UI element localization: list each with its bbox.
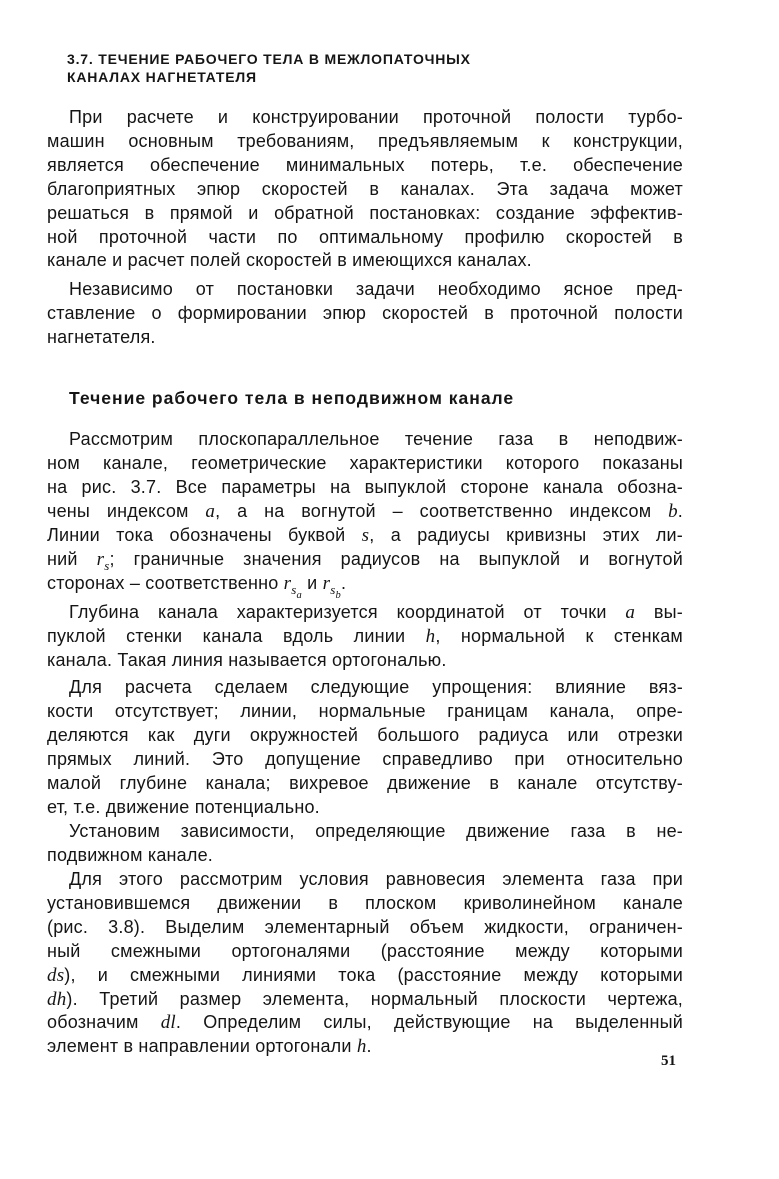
text-line: на рис. 3.7. Все параметры на выпуклой стороне канала обозна- — [47, 476, 683, 497]
text-line: ный смежными ортогоналями (расстояние между которыми — [47, 940, 683, 961]
text-run: . Определим силы, действующие на выделенный — [175, 1012, 683, 1033]
text-line: Для этого рассмотрим условия равновесия элемента газа при — [69, 869, 683, 889]
section-heading — [67, 50, 471, 86]
italic-symbol: s — [361, 524, 370, 546]
text-line: Независимо от постановки задачи необходимо ясное пред- — [69, 279, 683, 299]
text-run: . — [366, 1036, 372, 1057]
paragraph — [47, 278, 683, 350]
text-line: Для расчета сделаем следующие упрощения: влияние вяз- — [69, 677, 683, 697]
subscript-symbol: s — [291, 582, 297, 598]
text-line: Установим зависимости, определяющие движение газа в не- — [69, 821, 683, 841]
text-run: ). Третий размер элемента, нормальный плоскости чертежа, — [66, 988, 683, 1009]
text-line — [47, 964, 683, 988]
text-run: ний — [47, 548, 97, 569]
subscript-symbol: s — [330, 582, 336, 598]
text-line — [47, 1035, 683, 1059]
text-run: , нормальной к стенкам — [435, 625, 683, 646]
text-line: малой глубине канала; вихревое движение в канале отсутству- — [47, 772, 683, 793]
text-run: ; граничные значения радиусов на выпуклой и вогнутой — [109, 548, 684, 569]
text-line: ет, т.е. движение потенциально. — [47, 796, 320, 817]
text-line — [47, 548, 683, 573]
text-line: ном канале, геометрические характеристики которого показаны — [47, 452, 683, 473]
text-line: Рассмотрим плоскопараллельное течение газа в неподвиж- — [69, 429, 683, 449]
text-run: обозначим — [47, 1012, 161, 1033]
section-heading-line: КАНАЛАХ НАГНЕТАТЕЛЯ — [67, 69, 257, 85]
page-number: 51 — [661, 1053, 676, 1069]
italic-symbol: a — [625, 602, 636, 623]
italic-symbol: r — [96, 548, 105, 570]
text-line: является обеспечение минимальных потерь, т.е. обеспечение — [47, 154, 683, 175]
subscript-symbol: a — [296, 590, 302, 602]
italic-symbol: b — [668, 500, 678, 522]
text-run: и — [301, 573, 323, 594]
text-line — [47, 988, 683, 1012]
text-run: , а радиусы кривизны этих ли- — [369, 524, 683, 545]
text-run: сторонах – соответственно — [47, 573, 284, 594]
text-line — [47, 1011, 683, 1035]
italic-symbol: r — [322, 573, 331, 595]
text-line — [47, 601, 683, 625]
text-line: машин основным требованиям, предъявляемым к конструкции, — [47, 130, 683, 151]
text-run: . — [340, 573, 347, 594]
text-run: . — [677, 500, 683, 521]
italic-symbol: r — [283, 573, 292, 595]
text-run: чены индексом — [47, 500, 206, 521]
text-line: ной проточной части по оптимальному профилю скоростей в — [47, 226, 683, 247]
subscript-symbol: s — [104, 557, 110, 573]
paragraph — [47, 820, 683, 868]
italic-symbol: dl — [160, 1012, 176, 1034]
text-line — [47, 625, 683, 649]
paragraph — [47, 428, 684, 602]
text-line: решаться в прямой и обратной постановках: создание эффектив- — [47, 202, 683, 223]
text-line: кости отсутствует; линии, нормальные границам канала, опре- — [47, 700, 683, 721]
italic-symbol: ds — [47, 964, 65, 986]
text-line: (рис. 3.8). Выделим элементарный объем жидкости, ограничен- — [47, 916, 683, 937]
text-line: ставление о формировании эпюр скоростей в проточной полости — [47, 302, 683, 323]
text-line: установившемся движении в плоском криволинейном канале — [47, 892, 683, 913]
text-run: Глубина канала характеризуется координатой от точки — [69, 602, 626, 622]
text-run: элемент в направлении ортогонали — [47, 1036, 357, 1057]
text-line: прямых линий. Это допущение справедливо при относительно — [47, 748, 683, 769]
paragraph — [47, 868, 683, 1059]
subscript-symbol: b — [335, 590, 341, 602]
paragraph — [47, 106, 683, 273]
text-run: Линии тока обозначены буквой — [47, 524, 362, 545]
section-heading-line: 3.7. ТЕЧЕНИЕ РАБОЧЕГО ТЕЛА В МЕЖЛОПАТОЧНЫХ — [67, 51, 471, 67]
paragraph — [47, 601, 683, 673]
text-run: , а на вогнутой – соответственно индексом — [215, 500, 669, 521]
text-line: благоприятных эпюр скоростей в каналах. Эта задача может — [47, 178, 683, 199]
text-line — [47, 524, 683, 548]
text-line — [47, 500, 683, 524]
paragraph — [47, 676, 683, 819]
text-run: пуклой стенки канала вдоль линии — [47, 625, 426, 646]
text-line: деляются как дуги окружностей большого радиуса или отрезки — [47, 724, 683, 745]
text-line: нагнетателя. — [47, 326, 156, 347]
text-run: вы- — [635, 602, 683, 622]
text-line: канале и расчет полей скоростей в имеющихся каналах. — [47, 250, 532, 271]
italic-symbol: a — [205, 500, 216, 522]
text-line: подвижном канале. — [47, 844, 213, 865]
text-run: ), и смежными линиями тока (расстояние между которыми — [64, 964, 683, 985]
text-line: При расчете и конструировании проточной полости турбо- — [69, 107, 683, 127]
text-line — [47, 572, 683, 602]
italic-symbol: h — [356, 1036, 367, 1058]
italic-symbol: dh — [47, 988, 67, 1010]
italic-symbol: h — [425, 625, 436, 647]
text-line: канала. Такая линия называется ортогональю. — [47, 649, 447, 670]
subsection-heading: Течение рабочего тела в неподвижном канале — [69, 388, 515, 408]
